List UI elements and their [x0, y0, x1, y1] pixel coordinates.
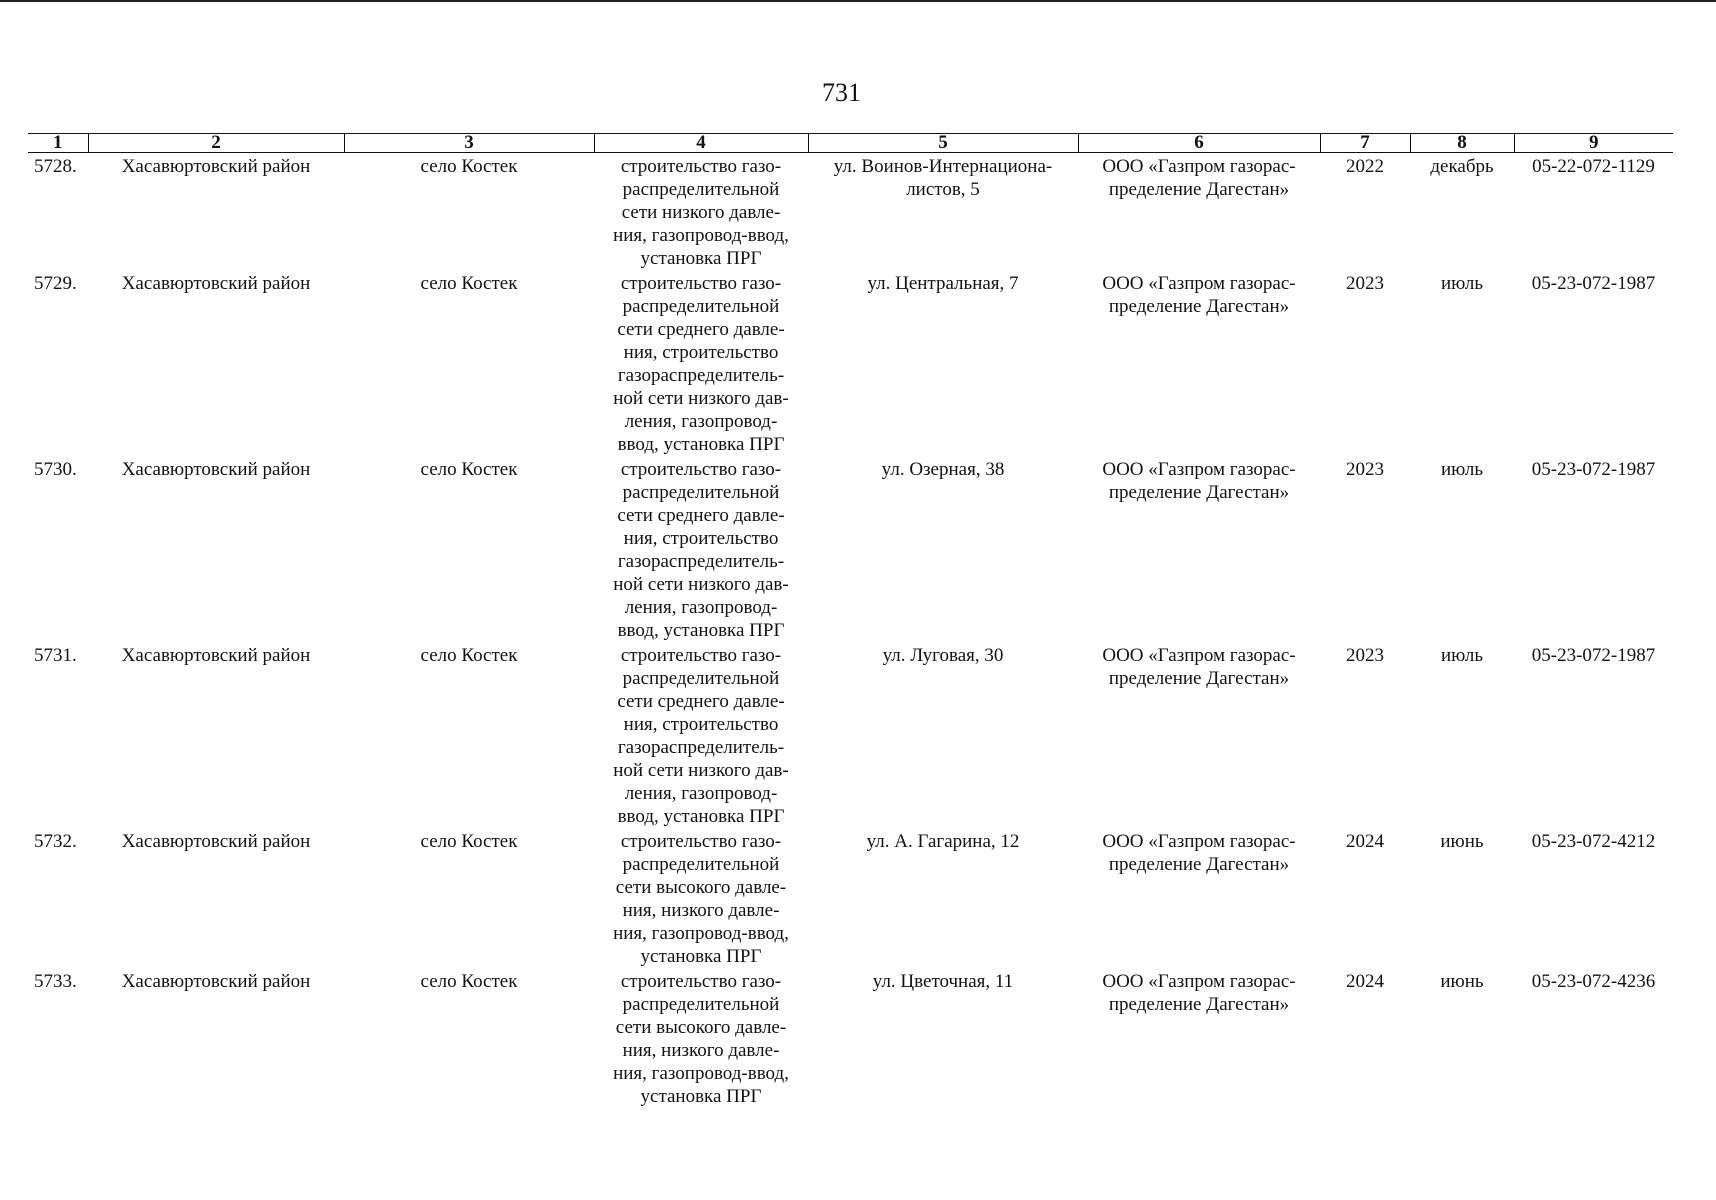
month-cell: июнь [1440, 971, 1484, 992]
code-cell: 05-23-072-4212 [1531, 831, 1656, 852]
code-cell: 05-23-072-4236 [1531, 971, 1656, 992]
address-cell: ул. Цветочная, 11 [872, 971, 1014, 992]
year-cell: 2022 [1346, 156, 1384, 177]
month-cell: июль [1440, 459, 1484, 480]
table-row [28, 828, 1673, 968]
address-cell: ул. А. Гагарина, 12 [866, 831, 1020, 852]
table-row [28, 270, 1673, 456]
code-cell: 05-23-072-1987 [1531, 459, 1656, 480]
row-number: 5731. [34, 645, 77, 666]
column-header-2: 2 [88, 134, 344, 153]
year-cell: 2024 [1346, 831, 1384, 852]
column-header-8: 8 [1410, 134, 1514, 153]
work-description-cell: строительство газо- распределительной сети среднего давле- ния, строительство газораспределитель- ной сети низкого дав- ления, газопровод- ввод, установка ПРГ [613, 645, 789, 827]
column-header-1: 1 [28, 134, 88, 153]
code-cell: 05-22-072-1129 [1532, 156, 1655, 177]
column-header-7: 7 [1320, 134, 1410, 153]
organization-cell: ООО «Газпром газорас- пределение Дагестан» [1102, 273, 1296, 317]
row-number: 5728. [34, 156, 77, 177]
page-number: 731 [822, 78, 861, 107]
district-cell: Хасавюртовский район [121, 971, 311, 992]
table-row [28, 153, 1673, 271]
column-header-5: 5 [808, 134, 1078, 153]
organization-cell: ООО «Газпром газорас- пределение Дагестан» [1102, 831, 1296, 875]
column-header-4: 4 [594, 134, 808, 153]
column-header-6: 6 [1078, 134, 1320, 153]
work-description-cell: строительство газо- распределительной сети низкого давле- ния, газопровод-ввод, установка ПРГ [613, 156, 789, 269]
year-cell: 2023 [1346, 273, 1384, 294]
table-row [28, 968, 1673, 1108]
locality-cell: село Костек [420, 156, 518, 177]
year-cell: 2023 [1346, 459, 1384, 480]
header-row [28, 134, 1673, 153]
column-header-3: 3 [344, 134, 594, 153]
month-cell: декабрь [1430, 156, 1494, 177]
year-cell: 2024 [1346, 971, 1384, 992]
address-cell: ул. Центральная, 7 [867, 273, 1019, 294]
locality-cell: село Костек [420, 459, 518, 480]
organization-cell: ООО «Газпром газорас- пределение Дагестан» [1102, 156, 1296, 200]
address-cell: ул. Луговая, 30 [882, 645, 1004, 666]
column-header-9: 9 [1514, 134, 1673, 153]
row-number: 5732. [34, 831, 77, 852]
work-description-cell: строительство газо- распределительной сети среднего давле- ния, строительство газораспределитель- ной сети низкого дав- ления, газопровод- ввод, установка ПРГ [613, 273, 789, 455]
scan-edge [0, 0, 1716, 2]
district-cell: Хасавюртовский район [121, 273, 311, 294]
locality-cell: село Костек [420, 831, 518, 852]
work-description-cell: строительство газо- распределительной сети высокого давле- ния, низкого давле- ния, газопровод-ввод, установка ПРГ [613, 971, 789, 1107]
month-cell: июль [1440, 645, 1484, 666]
district-cell: Хасавюртовский район [121, 645, 311, 666]
records-table [28, 133, 1673, 1108]
address-cell: ул. Озерная, 38 [881, 459, 1005, 480]
locality-cell: село Костек [420, 273, 518, 294]
organization-cell: ООО «Газпром газорас- пределение Дагестан» [1102, 971, 1296, 1015]
work-description-cell: строительство газо- распределительной сети высокого давле- ния, низкого давле- ния, газопровод-ввод, установка ПРГ [613, 831, 789, 967]
organization-cell: ООО «Газпром газорас- пределение Дагестан» [1102, 459, 1296, 503]
locality-cell: село Костек [420, 971, 518, 992]
year-cell: 2023 [1346, 645, 1384, 666]
code-cell: 05-23-072-1987 [1531, 273, 1656, 294]
district-cell: Хасавюртовский район [121, 156, 311, 177]
locality-cell: село Костек [420, 645, 518, 666]
month-cell: июнь [1440, 831, 1484, 852]
row-number: 5730. [34, 459, 77, 480]
table-row [28, 642, 1673, 828]
district-cell: Хасавюртовский район [121, 831, 311, 852]
month-cell: июль [1440, 273, 1484, 294]
row-number: 5733. [34, 971, 77, 992]
table-row [28, 456, 1673, 642]
address-cell: ул. Воинов-Интернациона- листов, 5 [833, 156, 1053, 200]
organization-cell: ООО «Газпром газорас- пределение Дагестан» [1102, 645, 1296, 689]
row-number: 5729. [34, 273, 77, 294]
code-cell: 05-23-072-1987 [1531, 645, 1656, 666]
work-description-cell: строительство газо- распределительной сети среднего давле- ния, строительство газораспределитель- ной сети низкого дав- ления, газопровод- ввод, установка ПРГ [613, 459, 789, 641]
district-cell: Хасавюртовский район [121, 459, 311, 480]
